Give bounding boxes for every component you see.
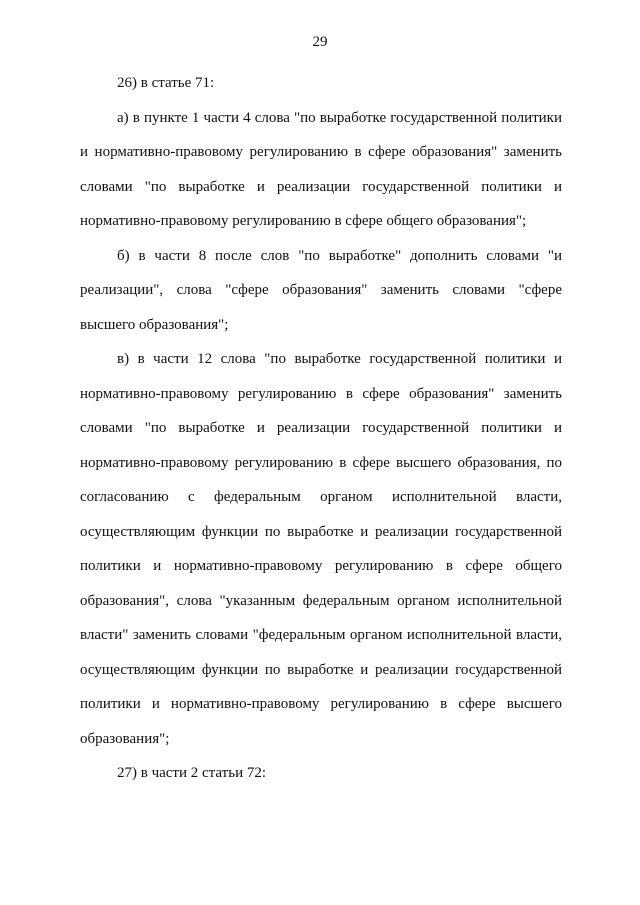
paragraph-subitem-v: в) в части 12 слова "по выработке государственной политики и нормативно-правовому регулированию в сфере образования" заменить словами "по выработке и реализации государственной политики и нормативно-правовому регулированию в сфере высшего образования, по согласованию с федеральным органом исполнительной власти, осуществляющим функции по выработке и реализации государственной политики и нормативно-правовому регулированию в сфере общего образования", слова "указанным федеральным органом исполнительной власти" заменить словами "федеральным органом исполнительной власти, осуществляющим функции по выработке и реализации государственной политики и нормативно-правовому регулированию в сфере высшего образования"; <box>80 351 562 747</box>
paragraph-item-26: 26) в статье 71: <box>117 75 215 91</box>
paragraph-item-27: 27) в части 2 статьи 72: <box>117 765 267 781</box>
page-number: 29 <box>312 34 328 50</box>
document-body <box>80 66 562 791</box>
paragraph-subitem-b: б) в части 8 после слов "по выработке" дополнить словами "и реализации", слова "сфере образования" заменить словами "сфере высшего образования"; <box>80 247 562 333</box>
paragraph-subitem-a: а) в пункте 1 части 4 слова "по выработке государственной политики и нормативно-правовому регулированию в сфере образования" заменить словами "по выработке и реализации государственной политики и нормативно-правовому регулированию в сфере общего образования"; <box>80 109 562 229</box>
